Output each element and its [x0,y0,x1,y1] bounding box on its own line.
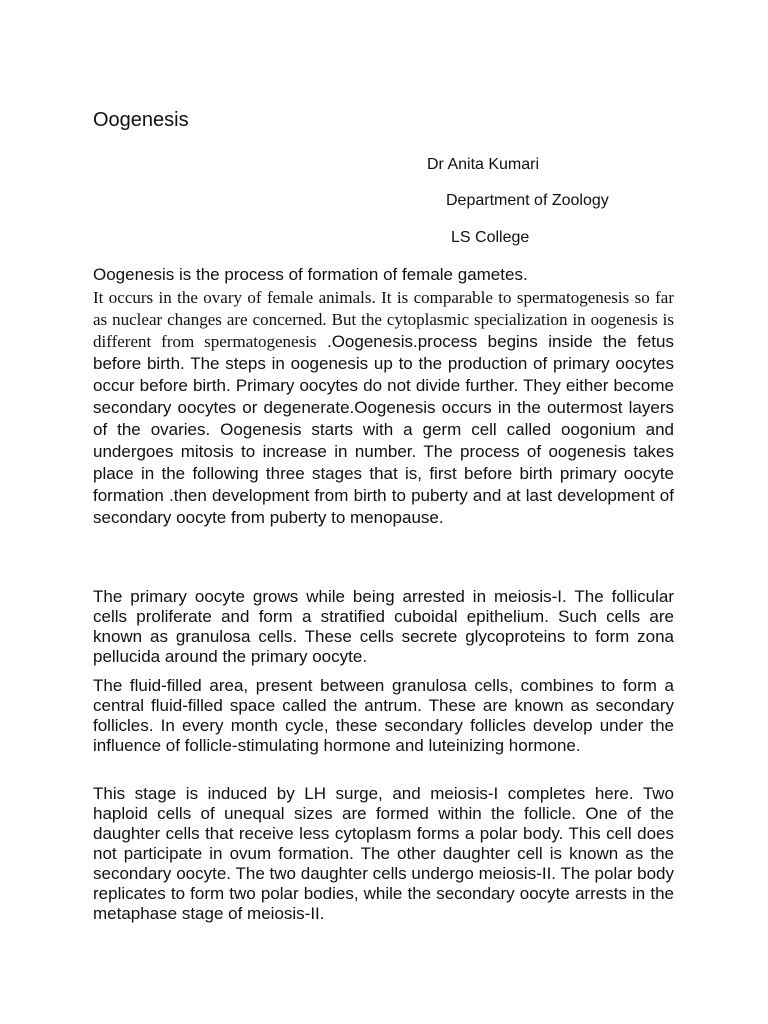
intro-line: Oogenesis is the process of formation of female gametes. [93,265,528,284]
paragraph-overview-sans: .Oogenesis.process begins inside the fetus before birth. The steps in oogenesis up to the production of primary oocytes occur before birth. Primary oocytes do not divide further. They either become secondary oocytes or degenerate.Oogenesis occurs in the outermost layers of the ovaries. Oogenesis starts with a germ cell called oogonium and undergoes mitosis to increase in number. The process of oogenesis takes place in the following three stages that is, first before birth primary oocyte formation .then development from birth to puberty and at last development of secondary oocyte from puberty to menopause. [93,332,674,527]
document-title: Oogenesis [93,109,189,131]
paragraph-primary-oocyte: The primary oocyte grows while being arrested in meiosis-I. The follicular cells proliferate and form a stratified cuboidal epithelium. Such cells are known as granulosa cells. These cells secrete glycoproteins to form zona pellucida around the primary oocyte. [93,587,674,666]
author-name: Dr Anita Kumari [427,156,540,173]
paragraph-overview [93,287,674,529]
paragraph-secondary-follicles: The fluid-filled area, present between granulosa cells, combines to form a central fluid-filled space called the antrum. These are known as secondary follicles. In every month cycle, these secondary follicles develop under the influence of follicle-stimulating hormone and luteinizing hormone. [93,676,674,755]
paragraph-overview-serif: It occurs in the ovary of female animals. It is comparable to spermatogenesis so far as nuclear changes are concerned. But the cytoplasmic specialization in oogenesis is different from spermatogenesis [93,288,674,351]
paragraph-lh-surge: This stage is induced by LH surge, and meiosis-I completes here. Two haploid cells of unequal sizes are formed within the follicle. One of the daughter cells that receive less cytoplasm forms a polar body. This cell does not participate in ovum formation. The other daughter cell is known as the secondary oocyte. The two daughter cells undergo meiosis-II. The polar body replicates to form two polar bodies, while the secondary oocyte arrests in the metaphase stage of meiosis-II. [93,784,674,923]
college-name: LS College [451,229,530,246]
department-name: Department of Zoology [446,192,609,209]
